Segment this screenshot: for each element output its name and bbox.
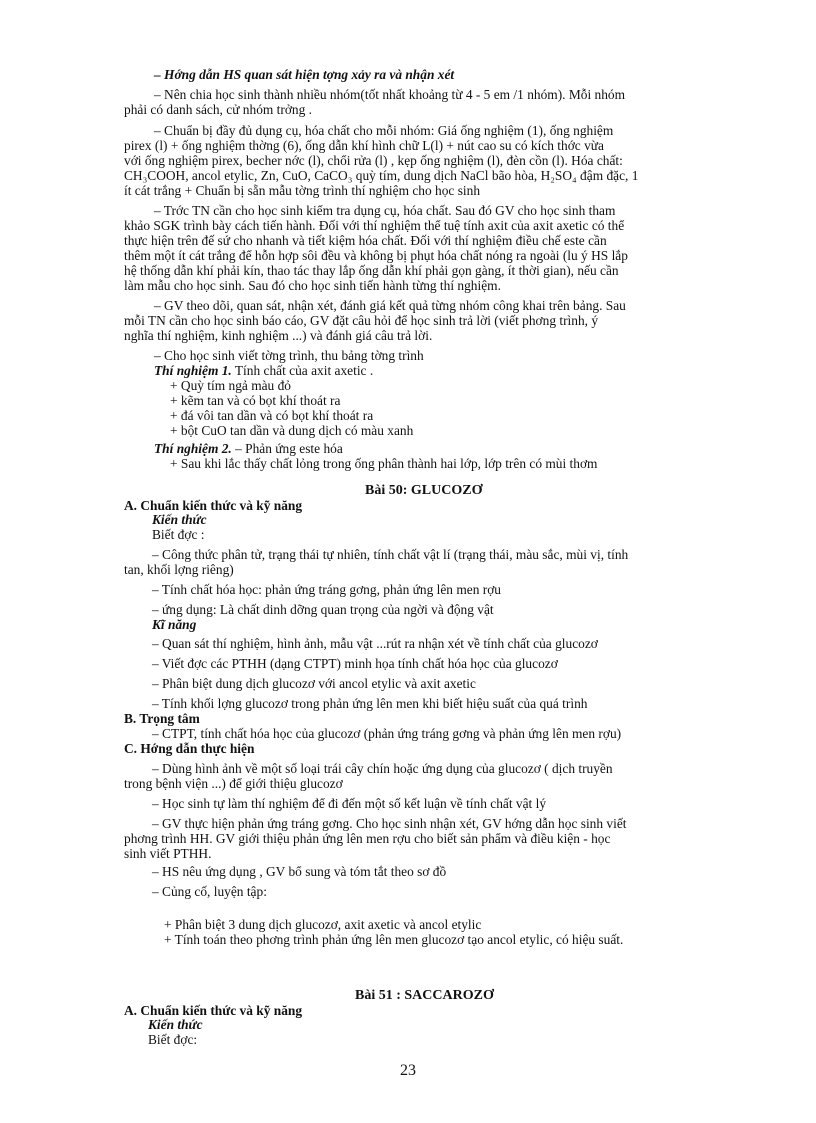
section-c-heading: C. Hớng dẫn thực hiện xyxy=(124,741,255,756)
list-item: + đá vôi tan dần và có bọt khí thoát ra xyxy=(170,408,374,423)
paragraph-line: – Phân biệt dung dịch glucozơ với ancol etylic và axit axetic xyxy=(152,676,476,691)
experiment-1-line xyxy=(154,363,373,378)
paragraph-line: nghĩa thí nghiệm, kinh nghiệm ...) và đánh giá câu trả lời. xyxy=(124,328,433,343)
section-a-heading: A. Chuẩn kiến thức và kỹ năng xyxy=(124,498,303,513)
experiment-2-line xyxy=(154,441,343,456)
paragraph-line: – Củng cố, luyện tập: xyxy=(152,884,267,899)
paragraph-line: – ứng dụng: Là chất dinh dỡng quan trọng của ngời và động vật xyxy=(152,602,494,617)
paragraph-line: tan, khối lợng riêng) xyxy=(124,562,234,577)
section-instruction-heading: – Hớng dẫn HS quan sát hiện tợng xảy ra và nhận xét xyxy=(154,67,455,82)
paragraph-line: – Cho học sinh viết tờng trình, thu bảng tờng trình xyxy=(154,348,424,363)
paragraph-line: khảo SGK trình bày cách tiến hành. Đối với thí nghiệm thể tuệ tính axit của axit axetic có thể xyxy=(124,218,625,233)
paragraph-line: – Dùng hình ảnh về một số loại trái cây chín hoặc ứng dụng của glucozơ ( dịch truyền xyxy=(152,761,613,776)
paragraph-line: – Công thức phân tử, trạng thái tự nhiên, tính chất vật lí (trạng thái, màu sắc, mùi vị, tính xyxy=(152,547,629,562)
paragraph-line: – Trớc TN cần cho học sinh kiểm tra dụng cụ, hóa chất. Sau đó GV cho học sinh tham xyxy=(154,203,616,218)
paragraph-line: – Viết đợc các PTHH (dạng CTPT) minh họa tính chất hóa học của glucozơ xyxy=(152,656,558,671)
paragraph-line: thêm một ít cát trắng để hỗn hợp sôi đều và không bị phụt hóa chất nóng ra ngoài (lu ý HS lắp xyxy=(124,248,628,263)
paragraph-line: – CTPT, tính chất hóa học của glucozơ (phản ứng tráng gơng và phản ứng lên men rợu) xyxy=(152,726,622,741)
paragraph-line: mỗi TN cần cho học sinh báo cáo, GV đặt câu hỏi để học sinh trả lời (viết phơng trình, ý xyxy=(124,313,599,328)
paragraph-line: – HS nêu ứng dụng , GV bổ sung và tóm tắt theo sơ đồ xyxy=(152,864,447,879)
paragraph-line: phơng trình HH. GV giới thiệu phản ứng lên men rợu cho biết sản phẩm và điều kiện - học xyxy=(124,831,611,846)
page-number: 23 xyxy=(400,1062,416,1079)
experiment-2-title: – Phản ứng este hóa xyxy=(231,441,343,456)
paragraph-line: phải có danh sách, cử nhóm trởng . xyxy=(124,102,312,117)
list-item: + kẽm tan và có bọt khí thoát ra xyxy=(170,393,341,408)
experiment-2-label: Thí nghiệm 2. xyxy=(154,441,232,456)
paragraph-line: – Tính chất hóa học: phản ứng tráng gơng, phản ứng lên men rợu xyxy=(152,582,501,597)
paragraph-line: – Học sinh tự làm thí nghiệm để đi đến một số kết luận về tính chất vật lý xyxy=(152,796,547,811)
paragraph-line: làm mẫu cho học sinh. Sau đó cho học sinh tiến hành từng thí nghiệm. xyxy=(124,278,501,293)
list-item: + bột CuO tan dần và dung dịch có màu xanh xyxy=(170,423,414,438)
paragraph-line: – GV thực hiện phản ứng tráng gơng. Cho học sinh nhận xét, GV hớng dẫn học sinh viết xyxy=(152,816,627,831)
paragraph-line: – Tính khối lợng glucozơ trong phản ứng lên men khi biết hiệu suất của quá trình xyxy=(152,696,588,711)
paragraph-line: hệ thống dẫn khí phải kín, thao tác thay lắp ống dẫn khí phải gọn gàng, ít thời gian), nếu cần xyxy=(124,263,619,278)
paragraph-line: thực hiện trên đế sứ cho nhanh và tiết kiệm hóa chất. Đối với thí nghiệm điều chế este cần xyxy=(124,233,607,248)
list-item: + Sau khi lắc thấy chất lỏng trong ống phân thành hai lớp, lớp trên có mùi thơm xyxy=(170,456,598,471)
experiment-1-title: Tính chất của axit axetic . xyxy=(231,363,374,378)
paragraph-line: sinh viết PTHH. xyxy=(124,846,212,861)
lesson-51-title: Bài 51 : SACCAROZƠ xyxy=(355,988,494,1003)
experiment-1-label: Thí nghiệm 1. xyxy=(154,363,232,378)
paragraph-line: – GV theo dõi, quan sát, nhận xét, đánh giá kết quả từng nhóm công khai trên bảng. Sau xyxy=(154,298,626,313)
list-item: + Phân biệt 3 dung dịch glucozơ, axit axetic và ancol etylic xyxy=(164,917,482,932)
paragraph-line: pirex (l) + ống nghiệm thờng (6), ống dẫn khí hình chữ L(l) + nút cao su có kích thớc vừa xyxy=(124,138,604,153)
paragraph-line: – Nên chia học sinh thành nhiều nhóm(tốt nhất khoảng từ 4 - 5 em /1 nhóm). Mỗi nhóm xyxy=(154,87,626,102)
list-item: + Tính toán theo phơng trình phản ứng lên men glucozơ tạo ancol etylic, có hiệu suất. xyxy=(164,932,624,947)
section-a-heading: A. Chuẩn kiến thức và kỹ năng xyxy=(124,1003,303,1018)
paragraph-line: Biết đợc: xyxy=(148,1032,198,1047)
subheading-knowledge: Kiến thức xyxy=(152,512,207,527)
paragraph-line: – Chuẩn bị đầy đủ dụng cụ, hóa chất cho mỗi nhóm: Giá ống nghiệm (1), ống nghiệm xyxy=(154,123,614,138)
list-item: + Quỳ tím ngả màu đỏ xyxy=(170,378,291,393)
subheading-skills: Kĩ năng xyxy=(152,617,197,632)
section-b-heading: B. Trọng tâm xyxy=(124,711,200,726)
subheading-knowledge: Kiến thức xyxy=(148,1017,203,1032)
paragraph-line: – Quan sát thí nghiệm, hình ảnh, mẫu vật ...rút ra nhận xét về tính chất của glucozơ xyxy=(152,636,598,651)
paragraph-line: trong bệnh viện ...) để giới thiệu glucozơ xyxy=(124,776,343,791)
paragraph-line: ít cát trắng + Chuẩn bị sẵn mẫu tờng trình thí nghiệm cho học sinh xyxy=(124,183,481,198)
paragraph-line: CH₃COOH, ancol etylic, Zn, CuO, CaCO₃ quỳ tím, dung dịch NaCl bão hòa, H₂SO₄ đậm đặc, 1 xyxy=(124,168,639,183)
paragraph-line: Biết đợc : xyxy=(152,527,205,542)
paragraph-line: với ống nghiệm pirex, becher nớc (l), chổi rửa (l) , kẹp ống nghiệm (l), đèn cồn (l). Hóa chất: xyxy=(124,153,623,168)
lesson-50-title: Bài 50: GLUCOZƠ xyxy=(365,483,483,498)
